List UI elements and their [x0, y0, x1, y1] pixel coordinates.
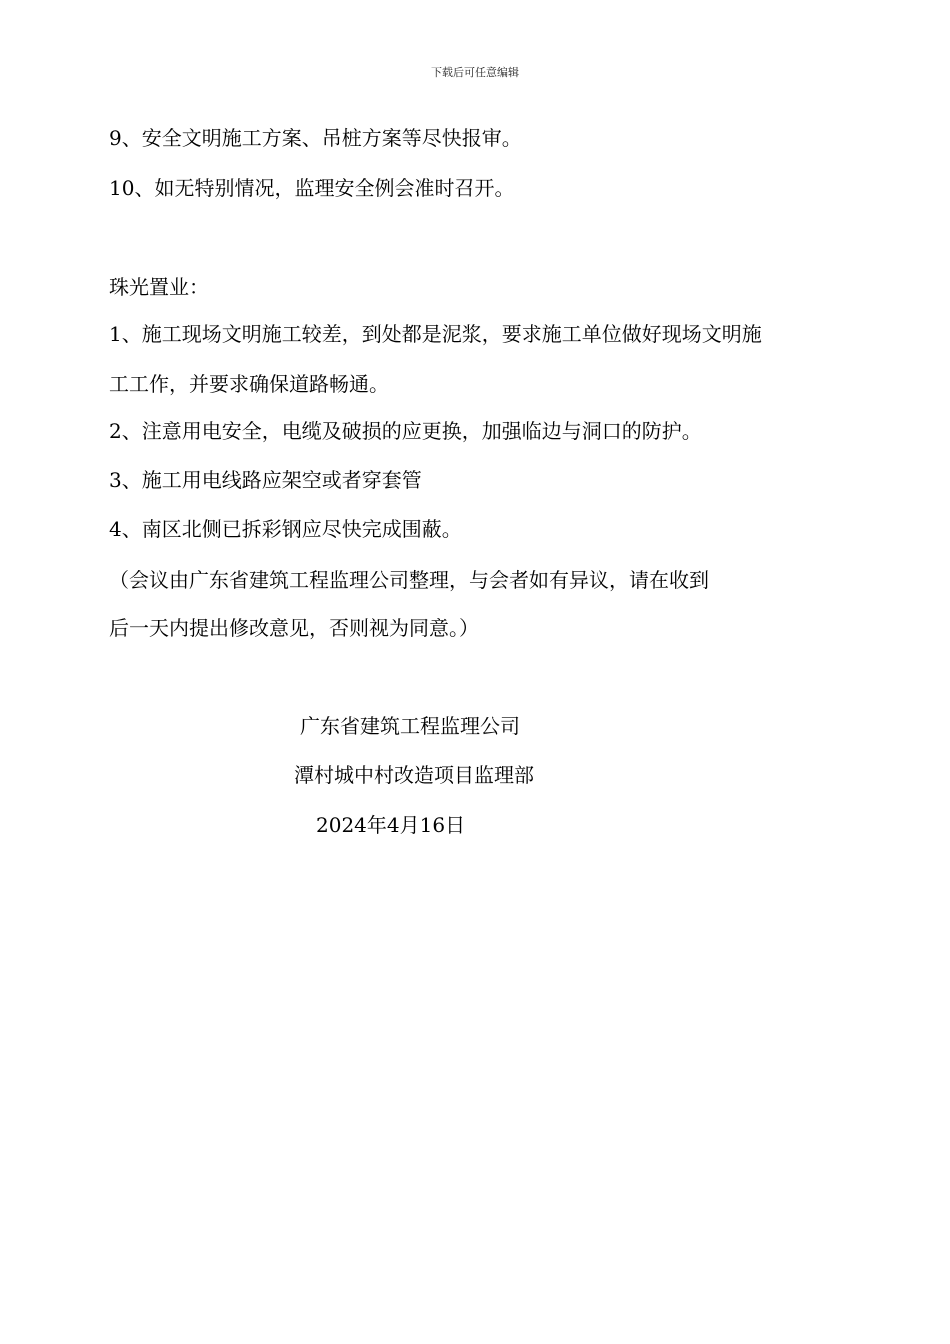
note-line-1: （会议由广东省建筑工程监理公司整理，与会者如有异议，请在收到 [109, 568, 709, 592]
section-item-1-line-2: 工工作，并要求确保道路畅通。 [109, 372, 389, 396]
section-item-1-line-1: 1、施工现场文明施工较差，到处都是泥浆，要求施工单位做好现场文明施 [109, 322, 762, 346]
header-note: 下载后可任意编辑 [431, 66, 519, 79]
signature-department: 潭村城中村改造项目监理部 [294, 763, 534, 787]
section-item-2: 2、注意用电安全，电缆及破损的应更换，加强临边与洞口的防护。 [109, 419, 702, 443]
signature-date: 2024年4月16日 [316, 813, 466, 837]
section-item-3: 3、施工用电线路应架空或者穿套管 [109, 468, 422, 492]
signature-company: 广东省建筑工程监理公司 [300, 714, 520, 738]
item-10: 10、如无特别情况，监理安全例会准时召开。 [109, 176, 515, 200]
item-9: 9、安全文明施工方案、吊桩方案等尽快报审。 [109, 126, 522, 150]
section-title: 珠光置业： [109, 275, 209, 299]
note-line-2: 后一天内提出修改意见，否则视为同意。） [109, 616, 479, 640]
section-item-4: 4、南区北侧已拆彩钢应尽快完成围蔽。 [109, 517, 462, 541]
